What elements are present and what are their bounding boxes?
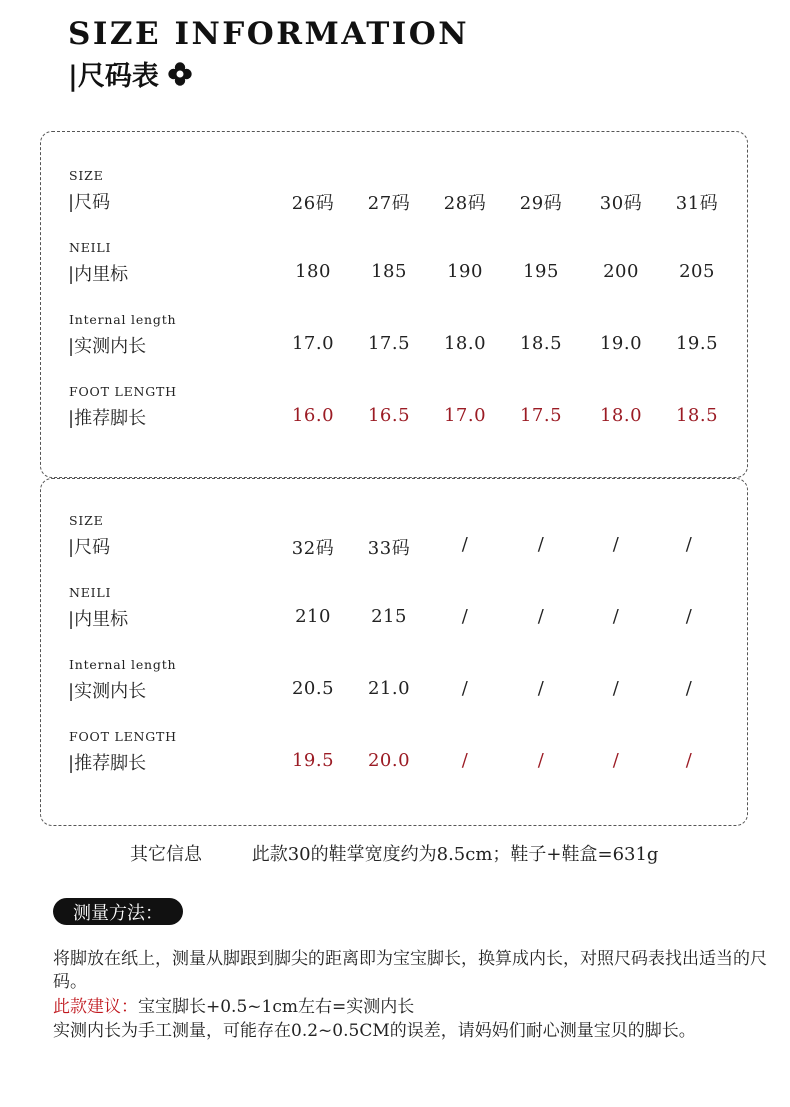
table-cell: 21.0 — [367, 678, 411, 699]
table-cell: 190 — [447, 261, 483, 282]
table-cell: 18.5 — [675, 405, 719, 426]
table-cell: 205 — [679, 261, 715, 282]
table-cell: 26码 — [291, 193, 335, 214]
title-cn-text: |尺码表 — [68, 61, 159, 92]
table-cell: 18.0 — [599, 405, 643, 426]
suggest-label: 此款建议： — [53, 997, 138, 1017]
table-cell: / — [612, 750, 620, 771]
row-label-cn: |尺码 — [68, 537, 111, 558]
table-cell: 16.5 — [367, 405, 411, 426]
suggest-text: 宝宝脚长+0.5~1cm左右=实测内长 — [138, 997, 415, 1017]
row-label-cn: |推荐脚长 — [68, 753, 147, 774]
table-cell: 210 — [295, 606, 331, 627]
row-label-cn: |实测内长 — [68, 336, 147, 357]
table-cell: / — [612, 534, 620, 555]
table-cell: / — [685, 750, 693, 771]
row-label-en: NEILI — [69, 585, 112, 600]
row-label-en: SIZE — [69, 513, 104, 528]
table-cell: 28码 — [443, 193, 487, 214]
table-row-neili — [41, 585, 747, 645]
table-cell: / — [537, 678, 545, 699]
table-row-foot-length — [41, 729, 747, 789]
table-cell: 33码 — [367, 538, 411, 559]
table-cell: 195 — [523, 261, 559, 282]
table-cell: 200 — [603, 261, 639, 282]
flower-icon — [167, 61, 193, 87]
table-cell: 19.5 — [291, 750, 335, 771]
size-table-1 — [40, 131, 748, 478]
other-info — [130, 840, 658, 866]
table-cell: 17.0 — [443, 405, 487, 426]
table-cell: / — [685, 678, 693, 699]
method-paragraph-3: 实测内长为手工测量，可能存在0.2~0.5CM的误差，请妈妈们耐心测量宝贝的脚长。 — [53, 1021, 696, 1041]
table-row-internal-length — [41, 312, 747, 372]
table-cell: 16.0 — [291, 405, 335, 426]
table-cell: 31码 — [675, 193, 719, 214]
row-label-en: SIZE — [69, 168, 104, 183]
table-cell: 215 — [371, 606, 407, 627]
table-row-neili — [41, 240, 747, 300]
row-label-cn: |内里标 — [68, 264, 129, 285]
table-cell: / — [537, 606, 545, 627]
table-cell: / — [612, 606, 620, 627]
table-cell: / — [537, 534, 545, 555]
table-cell: / — [461, 678, 469, 699]
table-row-foot-length — [41, 384, 747, 444]
table-row-internal-length — [41, 657, 747, 717]
table-cell: 180 — [295, 261, 331, 282]
row-label-en: Internal length — [69, 312, 177, 327]
row-label-cn: |内里标 — [68, 609, 129, 630]
table-cell: / — [461, 750, 469, 771]
table-row-size — [41, 168, 747, 228]
table-cell: 27码 — [367, 193, 411, 214]
table-cell: 18.0 — [443, 333, 487, 354]
table-cell: 185 — [371, 261, 407, 282]
table-cell: 17.5 — [519, 405, 563, 426]
table-cell: / — [685, 534, 693, 555]
other-info-label: 其它信息 — [130, 844, 202, 865]
table-cell: 17.5 — [367, 333, 411, 354]
table-cell: 20.5 — [291, 678, 335, 699]
method-paragraph-1: 将脚放在纸上，测量从脚跟到脚尖的距离即为宝宝脚长，换算成内长，对照尺码表找出适当的尺码。 — [53, 949, 767, 992]
table-cell: 19.0 — [599, 333, 643, 354]
table-cell: / — [461, 606, 469, 627]
measure-method-badge: 测量方法： — [53, 898, 183, 925]
size-table-2 — [40, 478, 748, 826]
table-cell: / — [461, 534, 469, 555]
table-row-size — [41, 513, 747, 573]
page-title-en: SIZE INFORMATION — [68, 16, 470, 52]
row-label-cn: |实测内长 — [68, 681, 147, 702]
table-cell: 19.5 — [675, 333, 719, 354]
table-cell: 29码 — [519, 193, 563, 214]
row-label-cn: |尺码 — [68, 192, 111, 213]
table-cell: / — [612, 678, 620, 699]
row-label-cn: |推荐脚长 — [68, 408, 147, 429]
table-cell: / — [537, 750, 545, 771]
row-label-en: FOOT LENGTH — [69, 729, 177, 744]
method-suggestion — [53, 996, 775, 1019]
table-cell: 30码 — [599, 193, 643, 214]
row-label-en: NEILI — [69, 240, 112, 255]
table-cell: 32码 — [291, 538, 335, 559]
table-cell: 18.5 — [519, 333, 563, 354]
other-info-text: 此款30的鞋掌宽度约为8.5cm；鞋子+鞋盒=631g — [251, 844, 659, 865]
table-cell: / — [685, 606, 693, 627]
table-cell: 20.0 — [367, 750, 411, 771]
row-label-en: FOOT LENGTH — [69, 384, 177, 399]
table-cell: 17.0 — [291, 333, 335, 354]
page-title-cn — [68, 54, 193, 93]
row-label-en: Internal length — [69, 657, 177, 672]
